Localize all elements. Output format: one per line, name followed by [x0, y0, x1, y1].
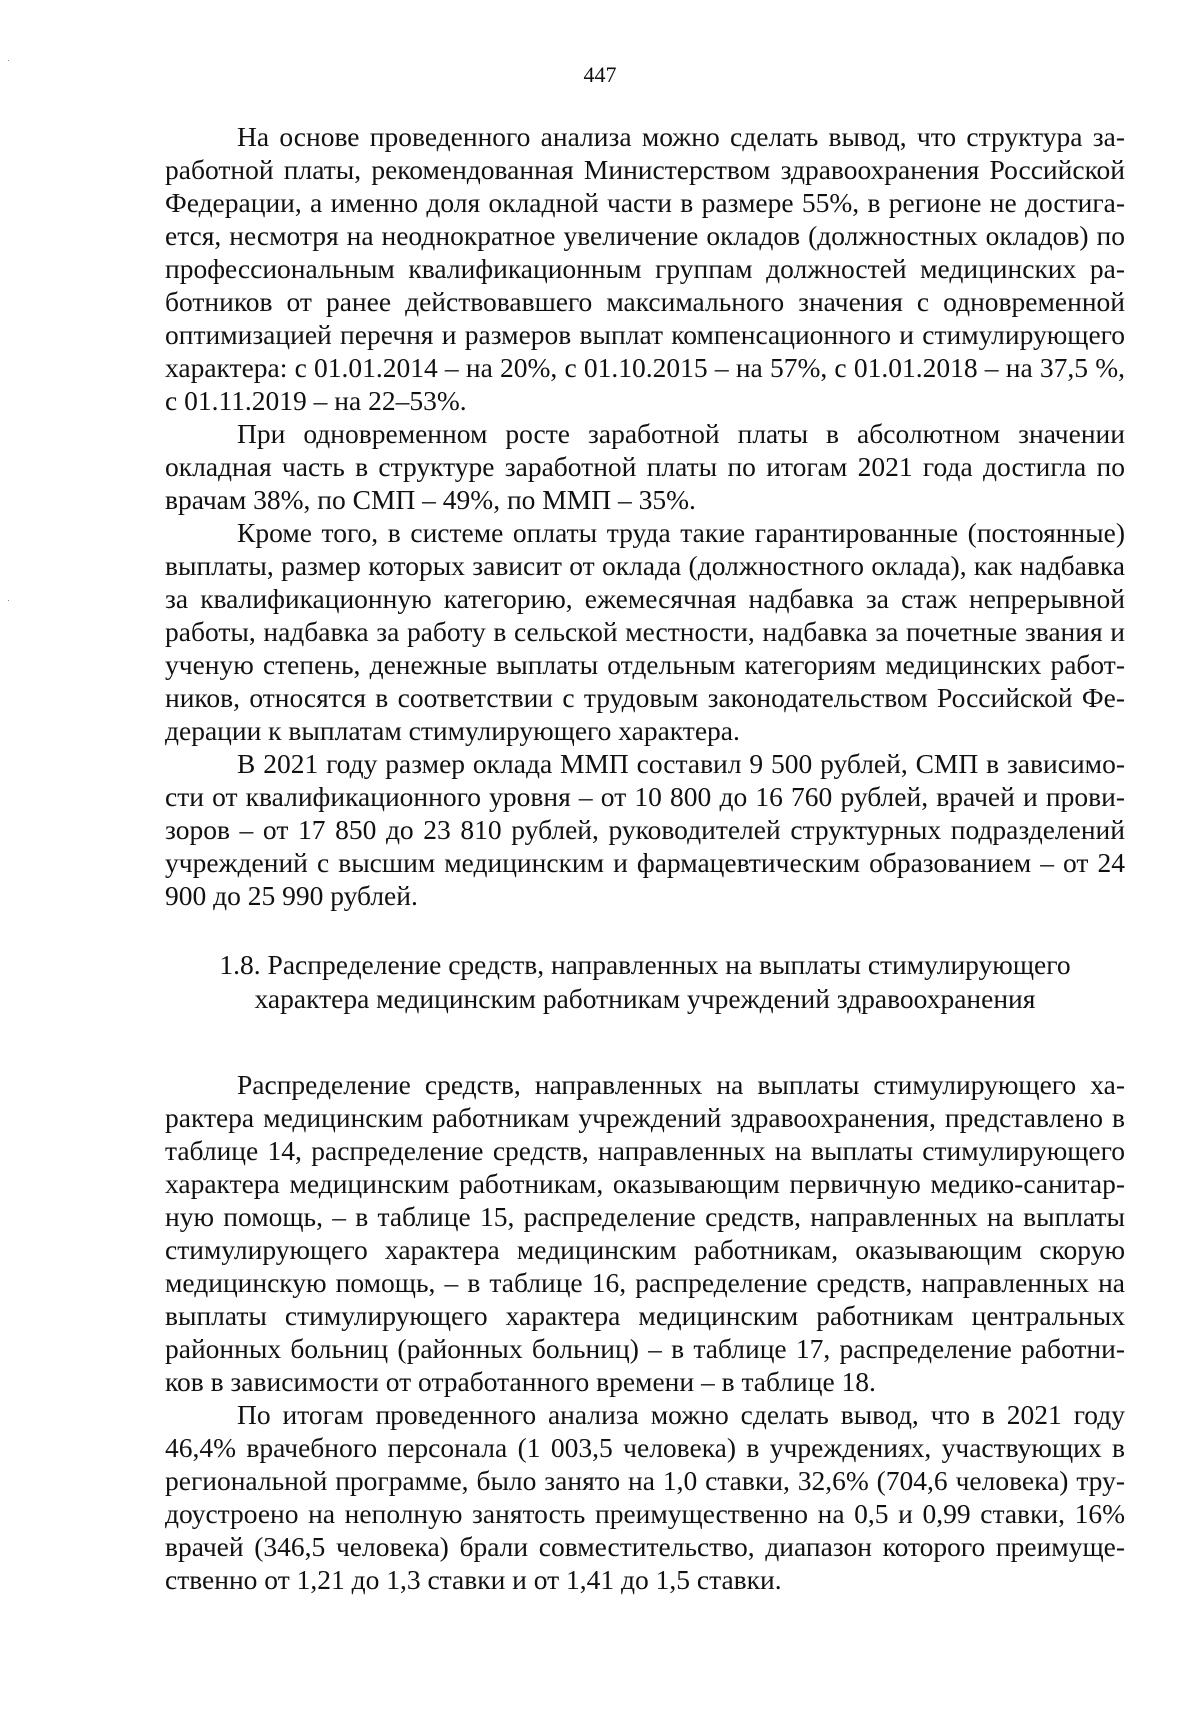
- scan-margin-mark: [8, 60, 9, 61]
- body-text-before-heading: [165, 120, 1125, 912]
- section-heading: [165, 948, 1125, 1016]
- paragraph-tables-reference: Распределение средств, направленных на выплаты стимулирующего характера медицинским работникам учреждений здравоохранения, представлено в таблице 14, распределение средств, направленных на выплаты стимулирующего характера медицинским работникам, оказывающим первичную медико-санитарную помощь, – в таблице 15, распределение средств, направленных на выплаты стимулирующего характера медицинским работникам, оказывающим скорую медицинскую помощь, – в таблице 16, распределение средств, направленных на выплаты стимулирующего характера медицинским работникам центральных районных больниц (районных больниц) – в таблице 17, распределение работников в зависимости от отработанного времени – в таблице 18.: [165, 1069, 1125, 1397]
- paragraph-base-salary-share: При одновременном росте заработной платы в абсолютном значении окладная часть в структуре заработной платы по итогам 2021 года достигла по врачам 38%, по СМП – 49%, по ММП – 35%.: [165, 418, 1125, 515]
- scan-margin-mark: [8, 600, 9, 601]
- body-text-after-heading: [165, 1068, 1125, 1596]
- section-heading-line-2: характера медицинским работникам учреждений здравоохранения: [254, 983, 1036, 1014]
- section-heading-line-1: 1.8. Распределение средств, направленных на выплаты стимулирующего: [219, 949, 1071, 980]
- paragraph-salary-levels-2021: В 2021 году размер оклада ММП составил 9 500 рублей, СМП в зависимости от квалификационного уровня – от 10 800 до 16 760 рублей, врачей и провизоров – от 17 850 до 23 810 рублей, руководителей структурных подразделений учреждений с высшим медицинским и фармацевтическим образованием – от 24 900 до 25 990 рублей.: [165, 748, 1125, 911]
- paragraph-salary-structure-conclusion: На основе проведенного анализа можно сделать вывод, что структура заработной платы, рекомендованная Министерством здравоохранения Российской Федерации, а именно доля окладной части в размере 55%, в регионе не достигается, несмотря на неоднократное увеличение окладов (должностных окладов) по профессиональным квалификационным группам должностей медицинских работников от ранее действовавшего максимального значения с одновременной оптимизацией перечня и размеров выплат компенсационного и стимулирующего характера: с 01.01.2014 – на 20%, с 01.10.2015 – на 57%, с 01.01.2018 – на 37,5 %, с 01.11.2019 – на 22–53%.: [165, 121, 1125, 416]
- paragraph-guaranteed-payments: Кроме того, в системе оплаты труда такие гарантированные (постоянные) выплаты, размер которых зависит от оклада (должностного оклада), как надбавка за квалификационную категорию, ежемесячная надбавка за стаж непрерывной работы, надбавка за работу в сельской местности, надбавка за почетные звания и ученую степень, денежные выплаты отдельным категориям медицинских работников, относятся в соответствии с трудовым законодательством Российской Федерации к выплатам стимулирующего характера.: [165, 517, 1125, 746]
- page-number: 447: [583, 62, 617, 87]
- paragraph-staff-employment-analysis: По итогам проведенного анализа можно сделать вывод, что в 2021 году 46,4% врачебного персонала (1 003,5 человека) в учреждениях, участвующих в региональной программе, было занято на 1,0 ставки, 32,6% (704,6 человека) трудоустроено на неполную занятость преимущественно на 0,5 и 0,99 ставки, 16% врачей (346,5 человека) брали совместительство, диапазон которого преимущественно от 1,21 до 1,3 ставки и от 1,41 до 1,5 ставки.: [165, 1399, 1125, 1595]
